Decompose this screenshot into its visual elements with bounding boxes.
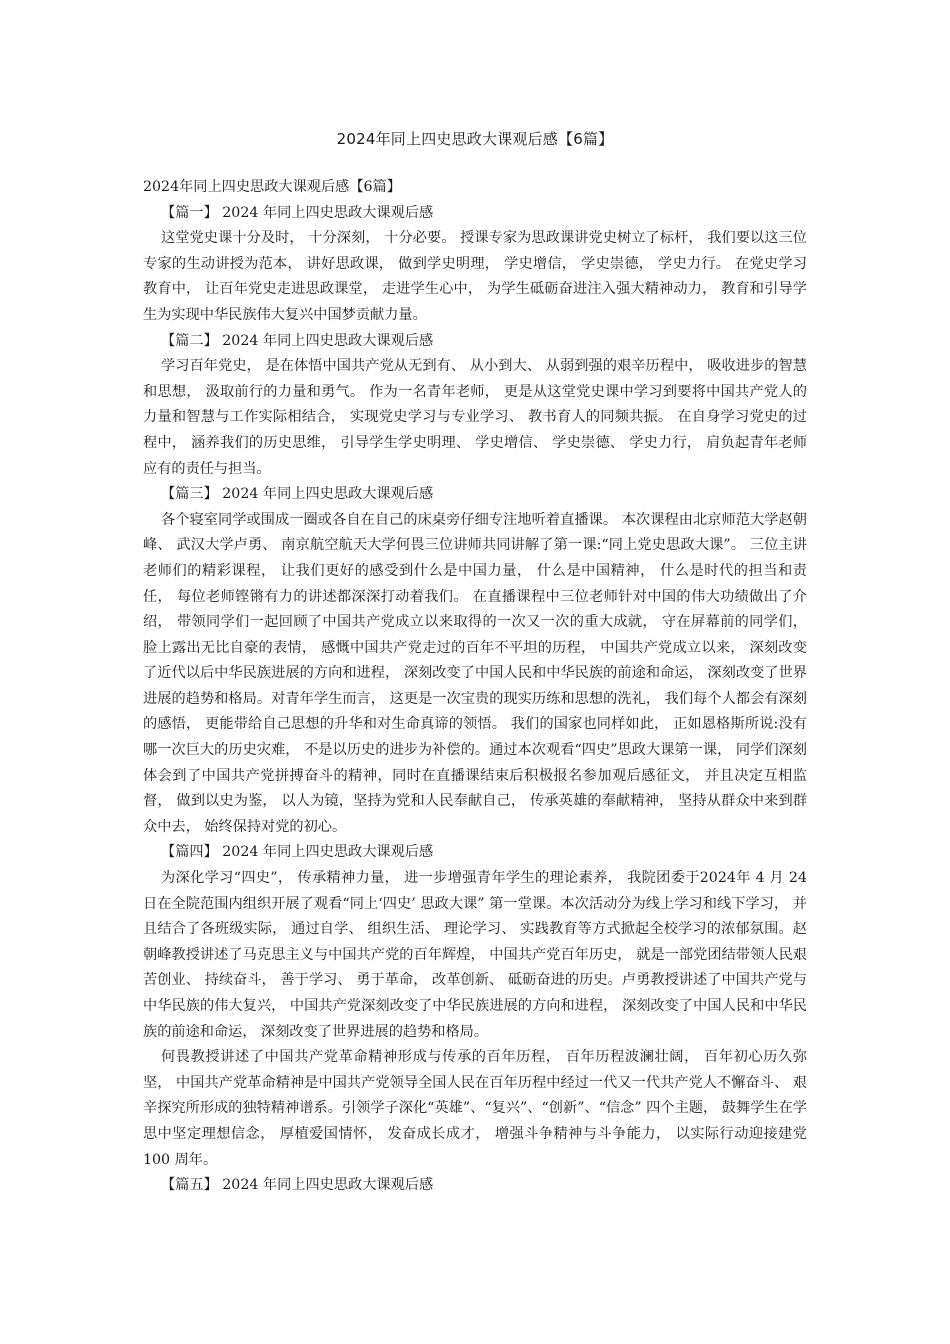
section-4-paragraph-1: 为深化学习“四史”， 传承精神力量， 进一步增强青年学生的理论素养， 我院团委于2024年 4 月 24 日在全院范围内组织开展了观看“同上‘四史’ 思政大课” 第一堂课。本次活动分为线上学习和线下学习， 并且结合了各班级实际， 通过自学、 组织生活、 理论学习、 实践教育等方式掀起全校学习的浓郁氛围。赵朝峰教授讲述了马克思主义与中国共产党的百年辉煌， 中国共产党百年历史， 就是一部党团结带领人民艰苦创业、 持续奋斗， 善于学习、 勇于革命， 改革创新、 砥砺奋进的历史。卢勇教授讲述了中国共产党与中华民族的伟大复兴， 中国共产党深刻改变了中华民族进展的方向和进程， 深刻改变了中国人民和中华民族的前途和命运， 深刻改变了世界进展的趋势和格局。 — [143, 870, 807, 1040]
section-2-paragraph-1: 学习百年党史， 是在体悟中国共产党从无到有、 从小到大、 从弱到强的艰辛历程中， 吸收进步的智慧和思想， 汲取前行的力量和勇气。 作为一名青年老师， 更是从这堂党史课中学习到要将中国共产党人的力量和智慧与工作实际相结合， 实现党史学习与专业学习、 教书育人的同频共振。 在自身学习党史的过程中， 涵养我们的历史思维， 引导学生学史明理、 学史增信、 学史崇德、 学史力行， 肩负起青年老师应有的责任与担当。 — [143, 358, 807, 477]
section-1-paragraph-1: 这堂党史课十分及时， 十分深刻， 十分必要。 授课专家为思政课讲党史树立了标杆， 我们要以这三位专家的生动讲授为范本， 讲好思政课， 做到学史明理， 学史增信， 学史崇德， 学史力行。 在党史学习教育中， 让百年党史走进思政课堂， 走进学生心中， 为学生砥砺奋进注入强大精神动力， 教育和引导学生为实现中华民族伟大复兴中国梦贡献力量。 — [143, 230, 807, 323]
section-heading-2: 【篇二】 2024 年同上四史思政大课观后感 — [161, 332, 434, 349]
section-heading-5: 【篇五】 2024 年同上四史思政大课观后感 — [161, 1177, 434, 1194]
section-4-paragraph-2: 何畏教授讲述了中国共产党革命精神形成与传承的百年历程， 百年历程波澜壮阔， 百年初心历久弥坚， 中国共产党革命精神是中国共产党领导全国人民在百年历程中经过一代又一代共产党人不懈奋斗、 艰辛探究所形成的独特精神谱系。引领学子深化“英雄”、“复兴”、“创新”、“信念” 四个主题， 鼓舞学生在学思中坚定理想信念， 厚植爱国情怀， 发奋成长成才， 增强斗争精神与斗争能力， 以实际行动迎接建党 100 周年。 — [143, 1049, 807, 1168]
section-heading-4: 【篇四】 2024 年同上四史思政大课观后感 — [161, 844, 434, 861]
section-3-paragraph-1: 各个寝室同学或围成一圈或各自在自己的床桌旁仔细专注地听着直播课。 本次课程由北京师范大学赵朝峰、 武汉大学卢勇、 南京航空航天大学何畏三位讲师共同讲解了第一课:“同上党史思政大课”。 三位主讲老师们的精彩课程， 让我们更好的感受到什么是中国力量， 什么是中国精神， 什么是时代的担当和责任， 每位老师铿锵有力的讲述都深深打动着我们。 在直播课程中三位老师针对中国的伟大功绩做出了介绍， 带领同学们一起回顾了中国共产党成立以来取得的一次又一次的重大成就， 守在屏幕前的同学们， 脸上露出无比自豪的表情， 感慨中国共产党走过的百年不平坦的历程， 中国共产党成立以来， 深刻改变了近代以后中华民族进展的方向和进程， 深刻改变了中国人民和中华民族的前途和命运， 深刻改变了世界进展的趋势和格局。对青年学生而言， 这更是一次宝贵的现实历练和思想的洗礼， 我们每个人都会有深刻的感悟， 更能带给自己思想的升华和对生命真谛的领悟。 我们的国家也同样如此， 正如恩格斯所说:没有哪一次巨大的历史灾难， 不是以历史的进步为补偿的。通过本次观看“四史”思政大课第一课， 同学们深刻体会到了中国共产党拼搏奋斗的精神，同时在直播课结束后积极报名参加观后感征文， 并且决定互相监督， 做到以史为鉴， 以人为镜，坚持为党和人民奉献自己， 传承英雄的奉献精神， 坚持从群众中来到群众中去， 始终保持对党的初心。 — [143, 511, 807, 835]
section-heading-1: 【篇一】 2024 年同上四史思政大课观后感 — [161, 204, 434, 221]
document-subtitle: 2024年同上四史思政大课观后感【6篇】 — [143, 179, 401, 195]
document-body — [143, 175, 807, 1199]
document-title: 2024年同上四史思政大课观后感【6篇】 — [336, 130, 614, 148]
section-heading-3: 【篇三】 2024 年同上四史思政大课观后感 — [161, 486, 434, 503]
